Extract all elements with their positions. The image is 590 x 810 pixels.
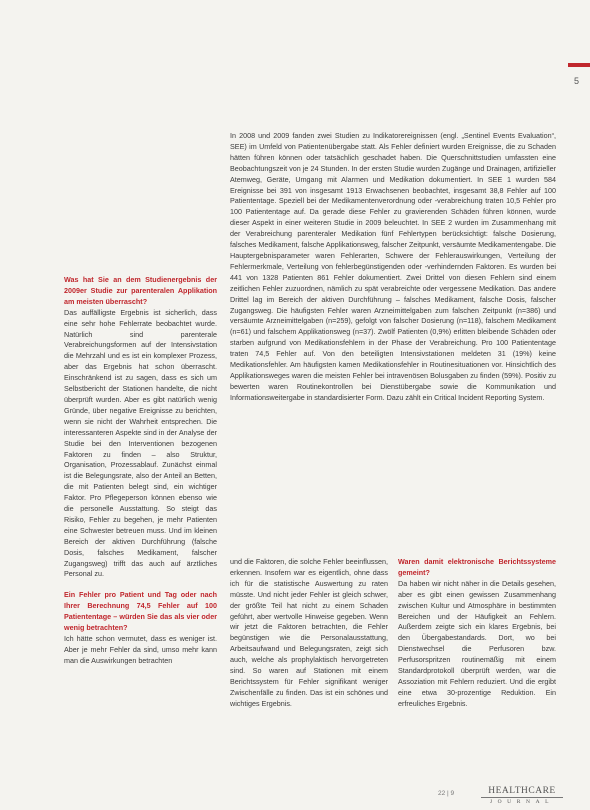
interview-answer: Das auffälligste Ergebnis ist sicherlich, dass eine sehr hohe Fehlerrate beobachtet wurde. Natürlich sind parenterale Verabreichungsformen auf der Intensivstation die Mehrzahl und es ist ein komplexer Prozess, aber das Ergebnis hat schon überrascht. Einschränkend ist zu sagen, dass es sich um Selbstbericht der Stationen handelte, die nicht überprüft wurden. Aber es gibt natürlich wenig Gründe, über negative Ereignisse zu berichten, wenn sie nicht der Wahrheit entsprechen. Die interessanteren Aspekte sind in der Analyse der Studie bei den Interventionen bezogenen Faktoren zu finden – also Struktur, Organisation, Prozessablauf. Zunächst einmal ist die Belegungsrate, also der Anteil an Betten, die mit Patienten belegt sind, ein wichtiger Faktor. Pro Pflegeperson können ebenso wie die personelle Ausstattung. So steigt das Risiko, Fehler zu begehen, je mehr Patienten eine Schwester betreuen muss. Und im kleinen Bereich der aktiven Durchführung (falsche Dosis, falsches Medikament, falscher Zugangsweg) trifft das auch auf ärztliches Personal zu. (64, 307, 217, 579)
interview-answer: Da haben wir nicht näher in die Details gesehen, aber es gibt einen gewissen Zusammenhang zwischen Kultur und Atmosphäre in bestimmten Bereichen und der Häufigkeit an Fehlern. Außerdem zeigte sich ein klares Ergebnis, bei den Übergabestandards. Dort, wo bei Dienstwechsel die Perfusoren bzw. Perfusorspritzen routinemäßig mit einem Standardprotokoll überprüft werden, war die Assoziation mit Fehlern reduziert. Und die ergibt eine etwa 30-prozentige Reduktion. Ein erfreuliches Ergebnis. (398, 578, 556, 708)
article-column-left (64, 275, 217, 667)
page-accent-bar (568, 63, 590, 67)
paragraph: und die Faktoren, die solche Fehler beeinflussen, erkennen. Insofern war es eigentlich, ohne dass ich für die statistische Auswertung zu raten müsste. Und nicht jeder Fehler ist gleich schwer, der größte Teil hat nicht zu einem Schaden geführt, aber wertvolle Hinweise gegeben. Wenn wir jetzt die Faktoren betrachten, die Fehler begünstigen wie die Personalausstattung, Arbeitsaufwand und Belegungsraten, zeigt sich auch, welche als prophylaktisch hervorgetreten sind. So waren auf Stationen mit einem Berichtssystem für Fehler signifikant weniger Zwischenfälle zu finden. Das ist ein schönes und wichtiges Ergebnis. (230, 557, 388, 708)
paragraph: In 2008 und 2009 fanden zwei Studien zu Indikatorereignissen (engl. „Sentinel Events Evaluation“, SEE) im Umfeld von Patientenübergabe statt. Als Fehler definiert wurden Ereignisse, die zu Schaden hätten führen können oder tatsächlich geschadet haben. Die Querschnittstudien umfassten eine Beobachtungszeit von je 24 Stunden. In der ersten Studie wurden Zugänge und Drainagen, artifizieller Atemweg, Geräte, Umgang mit Alarmen und Medikation dokumentiert. In SEE 1 wurden 584 Ereignisse bei 391 von insgesamt 1913 Erwachsenen beobachtet, insgesamt 38,8 Fehler auf 100 Patiententage. Speziell bei der Medikamentenverordnung oder -verabreichung traten 10,5 Fehler pro 100 Patiententage auf. Da gerade diese Fehler zu gravierenden Schäden führen können, wurde dieser Aspekt in einer weiteren Studie in 2009 beleuchtet. In SEE 2 wurden im Zusammenhang mit der Verabreichung parenteraler Medikation fünf Fehlertypen berücksichtigt: falsche Dosierung, falsches Medikament, falsche Applikationsweg, falscher Zeitpunkt, versäumte Medikamentengabe. Die Hauptergebnisparameter waren Fehlerarten, Schwere der Fehlerauswirkungen, Verteilung der Fehlermerkmale, Verteilung von fehlerbegünstigenden oder -verhindernden Faktoren. Es wurden bei 441 von 1328 Patienten 861 Fehler dokumentiert. Zwei Drittel von diesen Fehlern sind einem zeitlichen Fehler zuzuordnen, nämlich zu spät verabreichte oder vergessene Medikation. Das andere Drittel lag im Bereich der aktiven Durchführung – falsches Medikament, falsche Dosis, falscher Zugangsweg. Die häufigsten Fehler waren Arzneimittelgaben zum falschen Zeitpunkt (n=386) und versäumte Arzneimittelgaben (n=259), gefolgt von falscher Dosierung (n=118), falschem Medikament (n=61) und falschem Applikationsweg (n=37). Zwölf Patienten (0,9%) erlitten bleibende Schäden oder starben aufgrund von Medikationsfehlern in der Phase der Verabreichung. Pro 100 Patiententage traten 74,5 Fehler auf. Von den beteiligten Intensivstationen meldeten 31 (19%) keine Medikationsfehler. Am häufigsten kamen Medikationsfehler in Routinesituationen vor. Hinsichtlich des Applikationsweges waren die meisten Fehler bei intravenösen Bolusgaben zu finden (59%). Positiv zu bewerten waren Routinekontrollen bei Dienstübergabe sowie die Kommunikation und Informationsweitergabe in standardisierter Form. Dazu zählt ein Critical Incident Reporting System. (230, 131, 556, 402)
logo-subtitle: JOURNAL (489, 799, 555, 805)
interview-answer: Ich hätte schon vermutet, dass es weniger ist. Aber je mehr Fehler da sind, umso mehr kann man die Auswirkungen betrachten (64, 634, 217, 665)
logo-title: HEALTHCARE (481, 786, 563, 798)
footer-issue-number: 22 | 9 (438, 790, 455, 797)
article-column-right (398, 557, 556, 710)
page-number: 5 (574, 76, 580, 86)
journal-logo (481, 786, 563, 806)
interview-question: Waren damit elektronische Berichtssysteme gemeint? (398, 557, 556, 577)
article-column-middle (230, 557, 388, 710)
interview-question: Ein Fehler pro Patient und Tag oder nach Ihrer Berechnung 74,5 Fehler auf 100 Patiententage – würden Sie das als vier oder wenig betrachten? (64, 590, 217, 633)
article-column-top (230, 131, 556, 404)
interview-question: Was hat Sie an dem Studienergebnis der 2009er Studie zur parenteralen Applikation am meisten überrascht? (64, 275, 217, 306)
